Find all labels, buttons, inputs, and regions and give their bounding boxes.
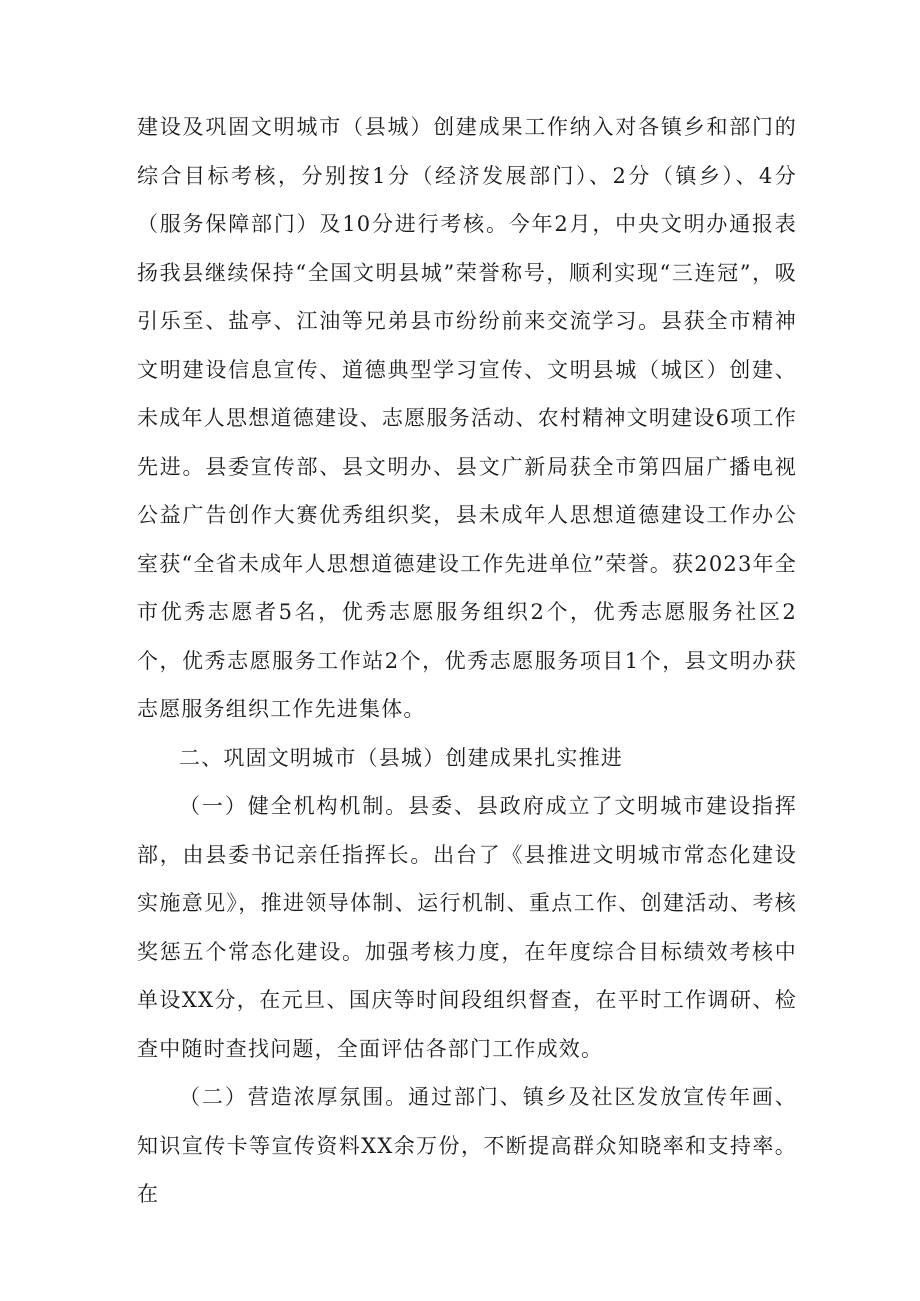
section-heading: 二、巩固文明城市（县城）创建成果扎实推进 [179, 745, 623, 770]
document-body [137, 103, 797, 1219]
subsection-paragraph-2: （二）营造浓厚氛围。通过部门、镇乡及社区发放宣传年画、知识宣传卡等宣传资料XX余万份，不断提高群众知晓率和支持率。在 [137, 1085, 797, 1206]
subsection-paragraph-1: （一）健全机构机制。县委、县政府成立了文明城市建设指挥部，由县委书记亲任指挥长。出台了《县推进文明城市常态化建设实施意见》，推进领导体制、运行机制、重点工作、创建活动、考核奖惩五个常态化建设。加强考核力度，在年度综合目标绩效考核中单设XX分，在元旦、国庆等时间段组织督查，在平时工作调研、检查中随时查找问题，全面评估各部门工作成效。 [137, 794, 797, 1061]
body-paragraph-continuation: 建设及巩固文明城市（县城）创建成果工作纳入对各镇乡和部门的综合目标考核，分别按1分（经济发展部门）、2分（镇乡）、4分（服务保障部门）及10分进行考核。今年2月，中央文明办通报表扬我县继续保持“全国文明县城”荣誉称号，顺利实现“三连冠”，吸引乐至、盐亭、江油等兄弟县市纷纷前来交流学习。县获全市精神文明建设信息宣传、道德典型学习宣传、文明县城（城区）创建、未成年人思想道德建设、志愿服务活动、农村精神文明建设6项工作先进。县委宣传部、县文明办、县文广新局获全市第四届广播电视公益广告创作大赛优秀组织奖，县未成年人思想道德建设工作办公室获“全省未成年人思想道德建设工作先进单位”荣誉。获2023年全市优秀志愿者5名，优秀志愿服务组织2个，优秀志愿服务社区2个，优秀志愿服务工作站2个，优秀志愿服务项目1个，县文明办获志愿服务组织工作先进集体。 [137, 115, 797, 721]
